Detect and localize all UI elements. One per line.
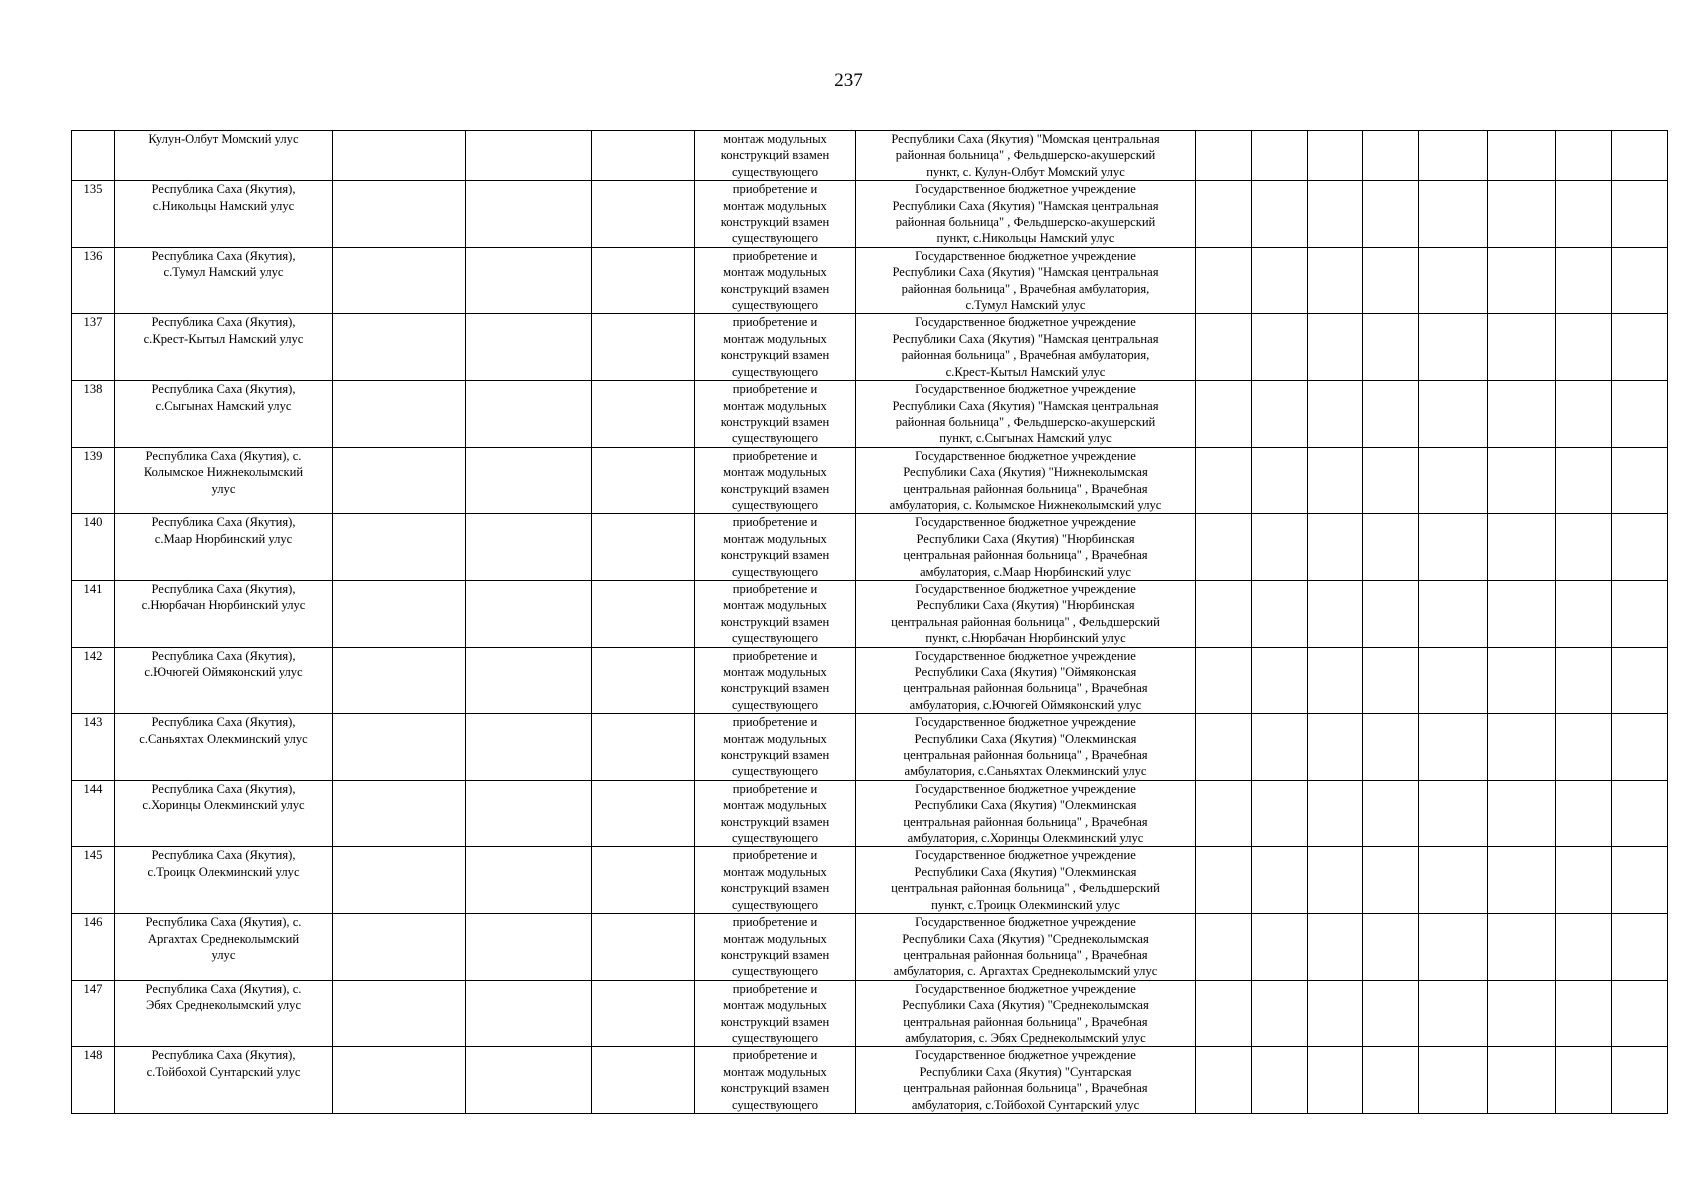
table-row bbox=[72, 714, 1668, 781]
action-cell: приобретение и монтаж модульных конструкций взамен существующего bbox=[695, 714, 856, 781]
empty-cell bbox=[1252, 847, 1308, 914]
empty-cell bbox=[1252, 131, 1308, 181]
empty-cell bbox=[1196, 447, 1252, 514]
institution-cell: Государственное бюджетное учреждение Республики Саха (Якутия) "Намская центральная районная больница" , Фельдшерско-акушерский пункт, с.Сыгынах Намский улус bbox=[856, 381, 1196, 448]
empty-cell bbox=[333, 514, 466, 581]
empty-cell bbox=[1612, 980, 1668, 1047]
empty-cell bbox=[1196, 847, 1252, 914]
institution-cell: Государственное бюджетное учреждение Республики Саха (Якутия) "Нижнеколымская центральная районная больница" , Врачебная амбулатория, с. Колымское Нижнеколымский улус bbox=[856, 447, 1196, 514]
empty-cell bbox=[333, 780, 466, 847]
row-number-cell: 142 bbox=[72, 647, 115, 714]
empty-cell bbox=[333, 447, 466, 514]
empty-cell bbox=[1196, 714, 1252, 781]
empty-cell bbox=[1308, 647, 1363, 714]
empty-cell bbox=[333, 181, 466, 248]
empty-cell bbox=[1488, 314, 1556, 381]
empty-cell bbox=[466, 247, 592, 314]
location-cell: Республика Саха (Якутия), с.Нюрбачан Нюрбинский улус bbox=[115, 580, 333, 647]
empty-cell bbox=[1488, 381, 1556, 448]
row-number-cell: 136 bbox=[72, 247, 115, 314]
empty-cell bbox=[333, 131, 466, 181]
empty-cell bbox=[1612, 381, 1668, 448]
empty-cell bbox=[1196, 131, 1252, 181]
empty-cell bbox=[466, 714, 592, 781]
table-row bbox=[72, 181, 1668, 248]
empty-cell bbox=[1363, 780, 1419, 847]
empty-cell bbox=[592, 314, 695, 381]
empty-cell bbox=[1196, 980, 1252, 1047]
page-number: 237 bbox=[834, 70, 863, 91]
empty-cell bbox=[1556, 847, 1612, 914]
empty-cell bbox=[592, 131, 695, 181]
empty-cell bbox=[1488, 1047, 1556, 1114]
empty-cell bbox=[333, 381, 466, 448]
location-cell: Республика Саха (Якутия), с. Колымское Нижнеколымский улус bbox=[115, 447, 333, 514]
empty-cell bbox=[1308, 247, 1363, 314]
empty-cell bbox=[1556, 580, 1612, 647]
empty-cell bbox=[1363, 247, 1419, 314]
institution-cell: Государственное бюджетное учреждение Республики Саха (Якутия) "Намская центральная районная больница" , Врачебная амбулатория, с.Крест-Кытыл Намский улус bbox=[856, 314, 1196, 381]
empty-cell bbox=[592, 780, 695, 847]
empty-cell bbox=[1419, 647, 1488, 714]
empty-cell bbox=[333, 714, 466, 781]
row-number-cell: 145 bbox=[72, 847, 115, 914]
location-cell: Республика Саха (Якутия), с. Эбях Среднеколымский улус bbox=[115, 980, 333, 1047]
action-cell: приобретение и монтаж модульных конструкций взамен существующего bbox=[695, 980, 856, 1047]
empty-cell bbox=[1556, 381, 1612, 448]
empty-cell bbox=[1488, 847, 1556, 914]
action-cell: приобретение и монтаж модульных конструкций взамен существующего bbox=[695, 514, 856, 581]
empty-cell bbox=[333, 914, 466, 981]
empty-cell bbox=[1488, 914, 1556, 981]
empty-cell bbox=[466, 447, 592, 514]
action-cell: приобретение и монтаж модульных конструкций взамен существующего bbox=[695, 381, 856, 448]
empty-cell bbox=[466, 381, 592, 448]
empty-cell bbox=[466, 131, 592, 181]
empty-cell bbox=[1308, 181, 1363, 248]
action-cell: приобретение и монтаж модульных конструкций взамен существующего bbox=[695, 447, 856, 514]
action-cell: монтаж модульных конструкций взамен существующего bbox=[695, 131, 856, 181]
empty-cell bbox=[1488, 131, 1556, 181]
institution-cell: Государственное бюджетное учреждение Республики Саха (Якутия) "Нюрбинская центральная районная больница" , Врачебная амбулатория, с.Маар Нюрбинский улус bbox=[856, 514, 1196, 581]
empty-cell bbox=[1556, 131, 1612, 181]
institution-cell: Государственное бюджетное учреждение Республики Саха (Якутия) "Оймяконская центральная районная больница" , Врачебная амбулатория, с.Ючюгей Оймяконский улус bbox=[856, 647, 1196, 714]
empty-cell bbox=[1252, 980, 1308, 1047]
row-number-cell: 140 bbox=[72, 514, 115, 581]
empty-cell bbox=[1308, 514, 1363, 581]
empty-cell bbox=[592, 847, 695, 914]
empty-cell bbox=[1488, 580, 1556, 647]
empty-cell bbox=[466, 1047, 592, 1114]
empty-cell bbox=[1308, 847, 1363, 914]
empty-cell bbox=[1419, 714, 1488, 781]
empty-cell bbox=[1556, 181, 1612, 248]
empty-cell bbox=[1252, 514, 1308, 581]
row-number-cell: 146 bbox=[72, 914, 115, 981]
empty-cell bbox=[466, 514, 592, 581]
empty-cell bbox=[1556, 914, 1612, 981]
empty-cell bbox=[592, 580, 695, 647]
institution-cell: Государственное бюджетное учреждение Республики Саха (Якутия) "Среднеколымская центральная районная больница" , Врачебная амбулатория, с. Эбях Среднеколымский улус bbox=[856, 980, 1196, 1047]
empty-cell bbox=[1612, 181, 1668, 248]
empty-cell bbox=[466, 647, 592, 714]
empty-cell bbox=[592, 1047, 695, 1114]
location-cell: Республика Саха (Якутия), с.Тумул Намский улус bbox=[115, 247, 333, 314]
empty-cell bbox=[1419, 847, 1488, 914]
empty-cell bbox=[1556, 647, 1612, 714]
empty-cell bbox=[1363, 914, 1419, 981]
empty-cell bbox=[1252, 580, 1308, 647]
institution-cell: Государственное бюджетное учреждение Республики Саха (Якутия) "Намская центральная районная больница" , Врачебная амбулатория, с.Тумул Намский улус bbox=[856, 247, 1196, 314]
location-cell: Республика Саха (Якутия), с.Крест-Кытыл Намский улус bbox=[115, 314, 333, 381]
empty-cell bbox=[1488, 780, 1556, 847]
empty-cell bbox=[592, 381, 695, 448]
row-number-cell bbox=[72, 131, 115, 181]
location-cell: Республика Саха (Якутия), с.Маар Нюрбинский улус bbox=[115, 514, 333, 581]
empty-cell bbox=[466, 980, 592, 1047]
empty-cell bbox=[1363, 580, 1419, 647]
empty-cell bbox=[1419, 181, 1488, 248]
empty-cell bbox=[1419, 447, 1488, 514]
empty-cell bbox=[1612, 131, 1668, 181]
empty-cell bbox=[1308, 780, 1363, 847]
empty-cell bbox=[1488, 514, 1556, 581]
empty-cell bbox=[592, 181, 695, 248]
action-cell: приобретение и монтаж модульных конструкций взамен существующего bbox=[695, 314, 856, 381]
empty-cell bbox=[1612, 580, 1668, 647]
row-number-cell: 144 bbox=[72, 780, 115, 847]
empty-cell bbox=[592, 980, 695, 1047]
empty-cell bbox=[1363, 714, 1419, 781]
institution-cell: Государственное бюджетное учреждение Республики Саха (Якутия) "Среднеколымская центральная районная больница" , Врачебная амбулатория, с. Аргахтах Среднеколымский улус bbox=[856, 914, 1196, 981]
empty-cell bbox=[1363, 1047, 1419, 1114]
empty-cell bbox=[333, 847, 466, 914]
empty-cell bbox=[1556, 247, 1612, 314]
empty-cell bbox=[1556, 447, 1612, 514]
institution-cell: Государственное бюджетное учреждение Республики Саха (Якутия) "Сунтарская центральная районная больница" , Врачебная амбулатория, с.Тойбохой Сунтарский улус bbox=[856, 1047, 1196, 1114]
empty-cell bbox=[1488, 980, 1556, 1047]
action-cell: приобретение и монтаж модульных конструкций взамен существующего bbox=[695, 1047, 856, 1114]
empty-cell bbox=[1419, 580, 1488, 647]
empty-cell bbox=[1612, 714, 1668, 781]
institution-cell: Государственное бюджетное учреждение Республики Саха (Якутия) "Олекминская центральная районная больница" , Врачебная амбулатория, с.Хоринцы Олекминский улус bbox=[856, 780, 1196, 847]
empty-cell bbox=[1556, 714, 1612, 781]
empty-cell bbox=[1308, 1047, 1363, 1114]
empty-cell bbox=[466, 780, 592, 847]
institution-cell: Государственное бюджетное учреждение Республики Саха (Якутия) "Олекминская центральная районная больница" , Врачебная амбулатория, с.Саньяхтах Олекминский улус bbox=[856, 714, 1196, 781]
empty-cell bbox=[333, 247, 466, 314]
empty-cell bbox=[333, 980, 466, 1047]
row-number-cell: 138 bbox=[72, 381, 115, 448]
action-cell: приобретение и монтаж модульных конструкций взамен существующего bbox=[695, 247, 856, 314]
empty-cell bbox=[333, 1047, 466, 1114]
empty-cell bbox=[1252, 780, 1308, 847]
empty-cell bbox=[1556, 1047, 1612, 1114]
table-row bbox=[72, 914, 1668, 981]
empty-cell bbox=[466, 847, 592, 914]
empty-cell bbox=[1196, 580, 1252, 647]
institution-cell: Республики Саха (Якутия) "Момская центральная районная больница" , Фельдшерско-акушерский пункт, с. Кулун-Олбут Момский улус bbox=[856, 131, 1196, 181]
location-cell: Республика Саха (Якутия), с.Хоринцы Олекминский улус bbox=[115, 780, 333, 847]
empty-cell bbox=[1556, 314, 1612, 381]
empty-cell bbox=[1419, 1047, 1488, 1114]
empty-cell bbox=[1196, 647, 1252, 714]
empty-cell bbox=[1419, 914, 1488, 981]
row-number-cell: 147 bbox=[72, 980, 115, 1047]
empty-cell bbox=[1488, 247, 1556, 314]
location-cell: Республика Саха (Якутия), с.Тойбохой Сунтарский улус bbox=[115, 1047, 333, 1114]
empty-cell bbox=[333, 314, 466, 381]
empty-cell bbox=[1488, 647, 1556, 714]
empty-cell bbox=[1612, 1047, 1668, 1114]
row-number-cell: 143 bbox=[72, 714, 115, 781]
location-cell: Республика Саха (Якутия), с.Саньяхтах Олекминский улус bbox=[115, 714, 333, 781]
empty-cell bbox=[592, 714, 695, 781]
empty-cell bbox=[1196, 247, 1252, 314]
table-row bbox=[72, 980, 1668, 1047]
empty-cell bbox=[1612, 647, 1668, 714]
empty-cell bbox=[592, 247, 695, 314]
location-cell: Республика Саха (Якутия), с.Троицк Олекминский улус bbox=[115, 847, 333, 914]
row-number-cell: 141 bbox=[72, 580, 115, 647]
table-row bbox=[72, 514, 1668, 581]
empty-cell bbox=[1612, 847, 1668, 914]
empty-cell bbox=[1308, 580, 1363, 647]
empty-cell bbox=[466, 580, 592, 647]
empty-cell bbox=[1419, 314, 1488, 381]
facilities-table bbox=[71, 130, 1668, 1114]
empty-cell bbox=[1252, 181, 1308, 248]
empty-cell bbox=[1308, 381, 1363, 448]
empty-cell bbox=[1612, 780, 1668, 847]
action-cell: приобретение и монтаж модульных конструкций взамен существующего bbox=[695, 914, 856, 981]
empty-cell bbox=[1308, 714, 1363, 781]
empty-cell bbox=[1612, 314, 1668, 381]
table-row bbox=[72, 647, 1668, 714]
institution-cell: Государственное бюджетное учреждение Республики Саха (Якутия) "Олекминская центральная районная больница" , Фельдшерский пункт, с.Троицк Олекминский улус bbox=[856, 847, 1196, 914]
empty-cell bbox=[1252, 447, 1308, 514]
empty-cell bbox=[1363, 447, 1419, 514]
empty-cell bbox=[466, 914, 592, 981]
empty-cell bbox=[1556, 514, 1612, 581]
empty-cell bbox=[1363, 647, 1419, 714]
empty-cell bbox=[1363, 181, 1419, 248]
empty-cell bbox=[1612, 914, 1668, 981]
action-cell: приобретение и монтаж модульных конструкций взамен существующего bbox=[695, 580, 856, 647]
empty-cell bbox=[1308, 131, 1363, 181]
empty-cell bbox=[1196, 181, 1252, 248]
empty-cell bbox=[1196, 381, 1252, 448]
empty-cell bbox=[1196, 514, 1252, 581]
action-cell: приобретение и монтаж модульных конструкций взамен существующего bbox=[695, 181, 856, 248]
empty-cell bbox=[1363, 314, 1419, 381]
table-row bbox=[72, 780, 1668, 847]
empty-cell bbox=[1419, 381, 1488, 448]
empty-cell bbox=[1363, 980, 1419, 1047]
empty-cell bbox=[1612, 247, 1668, 314]
empty-cell bbox=[1308, 447, 1363, 514]
empty-cell bbox=[1252, 381, 1308, 448]
empty-cell bbox=[1252, 1047, 1308, 1114]
empty-cell bbox=[1252, 247, 1308, 314]
row-number-cell: 148 bbox=[72, 1047, 115, 1114]
empty-cell bbox=[592, 514, 695, 581]
table-row bbox=[72, 131, 1668, 181]
empty-cell bbox=[1308, 914, 1363, 981]
empty-cell bbox=[1488, 181, 1556, 248]
empty-cell bbox=[1488, 447, 1556, 514]
empty-cell bbox=[592, 447, 695, 514]
empty-cell bbox=[1252, 914, 1308, 981]
empty-cell bbox=[1612, 514, 1668, 581]
institution-cell: Государственное бюджетное учреждение Республики Саха (Якутия) "Намская центральная районная больница" , Фельдшерско-акушерский пункт, с.Никольцы Намский улус bbox=[856, 181, 1196, 248]
institution-cell: Государственное бюджетное учреждение Республики Саха (Якутия) "Нюрбинская центральная районная больница" , Фельдшерский пункт, с.Нюрбачан Нюрбинский улус bbox=[856, 580, 1196, 647]
action-cell: приобретение и монтаж модульных конструкций взамен существующего bbox=[695, 780, 856, 847]
empty-cell bbox=[1419, 247, 1488, 314]
row-number-cell: 137 bbox=[72, 314, 115, 381]
empty-cell bbox=[1612, 447, 1668, 514]
empty-cell bbox=[1488, 714, 1556, 781]
empty-cell bbox=[333, 580, 466, 647]
empty-cell bbox=[333, 647, 466, 714]
location-cell: Республика Саха (Якутия), с.Сыгынах Намский улус bbox=[115, 381, 333, 448]
empty-cell bbox=[1419, 980, 1488, 1047]
empty-cell bbox=[1363, 847, 1419, 914]
empty-cell bbox=[1419, 131, 1488, 181]
action-cell: приобретение и монтаж модульных конструкций взамен существующего bbox=[695, 647, 856, 714]
location-cell: Республика Саха (Якутия), с.Никольцы Намский улус bbox=[115, 181, 333, 248]
empty-cell bbox=[592, 914, 695, 981]
row-number-cell: 139 bbox=[72, 447, 115, 514]
empty-cell bbox=[1196, 314, 1252, 381]
table-row bbox=[72, 447, 1668, 514]
location-cell: Республика Саха (Якутия), с.Ючюгей Оймяконский улус bbox=[115, 647, 333, 714]
empty-cell bbox=[1196, 1047, 1252, 1114]
location-cell: Республика Саха (Якутия), с. Аргахтах Среднеколымский улус bbox=[115, 914, 333, 981]
table-row bbox=[72, 247, 1668, 314]
empty-cell bbox=[592, 647, 695, 714]
empty-cell bbox=[1252, 714, 1308, 781]
empty-cell bbox=[1308, 314, 1363, 381]
table-body bbox=[72, 131, 1668, 1114]
row-number-cell: 135 bbox=[72, 181, 115, 248]
location-cell: Кулун-Олбут Момский улус bbox=[115, 131, 333, 181]
empty-cell bbox=[1196, 914, 1252, 981]
empty-cell bbox=[1252, 314, 1308, 381]
table-row bbox=[72, 314, 1668, 381]
empty-cell bbox=[466, 181, 592, 248]
empty-cell bbox=[1252, 647, 1308, 714]
table-row bbox=[72, 847, 1668, 914]
empty-cell bbox=[1363, 514, 1419, 581]
empty-cell bbox=[1419, 780, 1488, 847]
empty-cell bbox=[1308, 980, 1363, 1047]
action-cell: приобретение и монтаж модульных конструкций взамен существующего bbox=[695, 847, 856, 914]
table-row bbox=[72, 580, 1668, 647]
table-row bbox=[72, 1047, 1668, 1114]
empty-cell bbox=[1196, 780, 1252, 847]
empty-cell bbox=[1419, 514, 1488, 581]
empty-cell bbox=[1363, 131, 1419, 181]
empty-cell bbox=[466, 314, 592, 381]
table-row bbox=[72, 381, 1668, 448]
empty-cell bbox=[1556, 780, 1612, 847]
empty-cell bbox=[1363, 381, 1419, 448]
empty-cell bbox=[1556, 980, 1612, 1047]
